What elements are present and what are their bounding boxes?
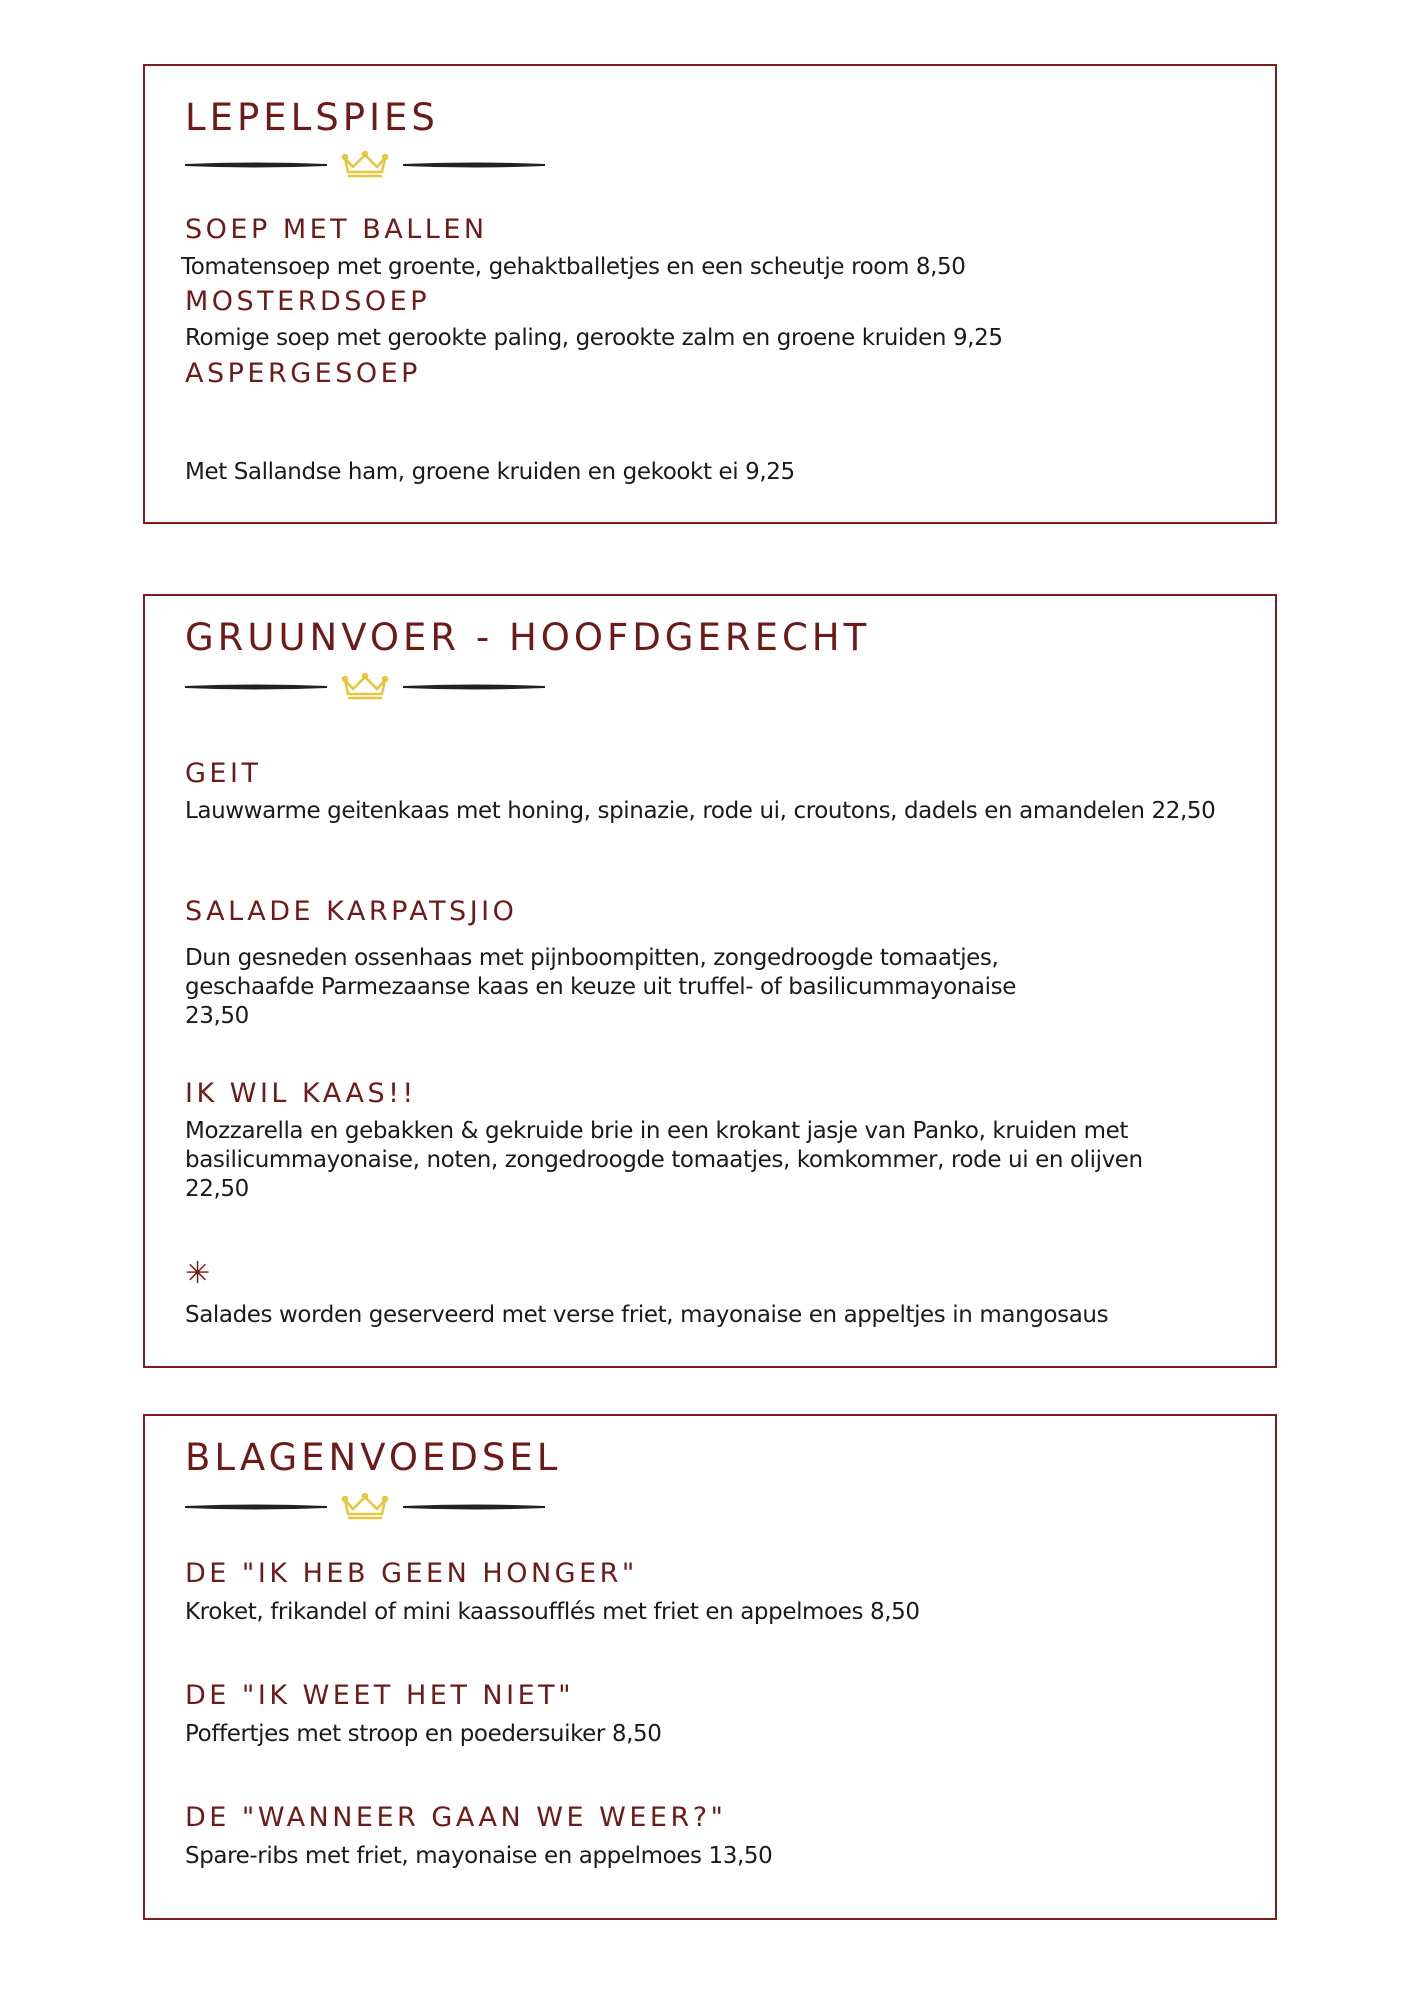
description-line: basilicummayonaise, noten, zongedroogde tomaatjes, komkommer, rode ui en olijven [185,1147,1143,1173]
menu-item-title: IK WIL KAAS!! [185,1078,417,1109]
section-title: LEPELSPIES [185,96,439,139]
menu-item-description [185,1117,1143,1204]
menu-item-description: Kroket, frikandel of mini kaassoufflés met friet en appelmoes 8,50 [185,1599,920,1625]
menu-item-description: Tomatensoep met groente, gehaktballetjes en een scheutje room 8,50 [181,254,966,280]
description-line: Dun gesneden ossenhaas met pijnboompitten, zongedroogde tomaatjes, [185,945,999,971]
menu-item-title: SALADE KARPATSJIO [185,896,518,927]
menu-item-description: Romige soep met gerookte paling, gerookte zalm en groene kruiden 9,25 [185,325,1003,351]
menu-item-description [185,944,1016,1031]
menu-section-blagenvoedsel [143,1414,1277,1920]
crown-divider [185,672,545,702]
description-line: Mozzarella en gebakken & gekruide brie in een krokant jasje van Panko, kruiden met [185,1118,1128,1144]
description-line: 23,50 [185,1003,249,1029]
menu-item-title: MOSTERDSOEP [185,286,431,317]
menu-item-description: Spare-ribs met friet, mayonaise en appelmoes 13,50 [185,1843,773,1869]
menu-item-title: DE "WANNEER GAAN WE WEER?" [185,1802,727,1833]
asterisk-icon: ✳ [185,1256,211,1291]
menu-section-lepelspies [143,64,1277,524]
menu-item-title: SOEP MET BALLEN [185,214,488,245]
section-title: BLAGENVOEDSEL [185,1436,562,1479]
section-note: Salades worden geserveerd met verse friet, mayonaise en appeltjes in mangosaus [185,1302,1109,1328]
menu-item-description: Poffertjes met stroop en poedersuiker 8,50 [185,1721,662,1747]
crown-icon [343,152,387,176]
crown-divider [185,150,545,180]
menu-item-title: DE "IK WEET HET NIET" [185,1680,575,1711]
menu-item-description: Lauwwarme geitenkaas met honing, spinazie, rode ui, croutons, dadels en amandelen 22,50 [185,798,1216,824]
crown-divider [185,1492,545,1522]
menu-section-gruunvoer [143,594,1277,1368]
description-line: 22,50 [185,1176,249,1202]
description-line: geschaafde Parmezaanse kaas en keuze uit truffel- of basilicummayonaise [185,974,1016,1000]
section-title: GRUUNVOER - HOOFDGERECHT [185,616,871,659]
crown-icon [343,674,387,698]
menu-item-title: ASPERGESOEP [185,358,421,389]
menu-item-title: GEIT [185,758,262,789]
crown-icon [343,1494,387,1518]
menu-item-title: DE "IK HEB GEEN HONGER" [185,1558,638,1589]
menu-item-description: Met Sallandse ham, groene kruiden en gekookt ei 9,25 [185,459,795,485]
